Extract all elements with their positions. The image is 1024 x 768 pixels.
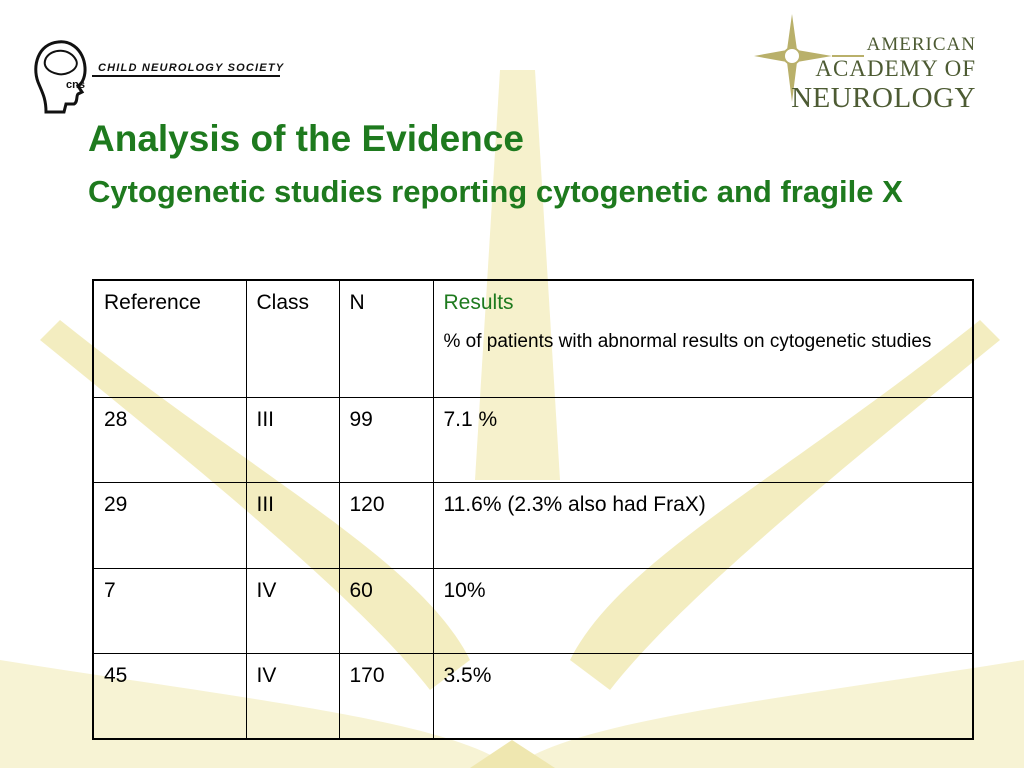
table-row: [93, 654, 973, 740]
slide-title: Analysis of the Evidence: [88, 118, 524, 159]
aan-logo-line1: AMERICAN: [866, 34, 976, 55]
cell-result: 10%: [433, 568, 973, 654]
header-results: [433, 280, 973, 397]
cell-class: III: [246, 397, 339, 483]
cns-logo-text: CHILD NEUROLOGY SOCIETY: [98, 62, 285, 74]
aan-logo-line3: NEUROLOGY: [791, 82, 976, 114]
cell-reference: 45: [93, 654, 246, 740]
aan-logo: [754, 12, 1004, 114]
table-row: [93, 568, 973, 654]
cell-n: 120: [339, 483, 433, 569]
cns-logo-abbr: cns: [66, 79, 85, 91]
slide-subtitle: Cytogenetic studies reporting cytogenetic and fragile X: [88, 174, 903, 209]
header-results-subtitle: % of patients with abnormal results on cytogenetic studies: [443, 331, 932, 352]
evidence-table: [92, 279, 974, 740]
table-row: [93, 397, 973, 483]
cell-n: 99: [339, 397, 433, 483]
table-row: [93, 483, 973, 569]
cns-logo-underline: [92, 75, 280, 77]
cell-reference: 7: [93, 568, 246, 654]
cell-class: IV: [246, 568, 339, 654]
aan-logo-line2: ACADEMY OF: [815, 56, 976, 81]
cell-n: 60: [339, 568, 433, 654]
cell-result: 3.5%: [433, 654, 973, 740]
cell-n: 170: [339, 654, 433, 740]
table-header-row: [93, 280, 973, 397]
cell-class: III: [246, 483, 339, 569]
cell-reference: 28: [93, 397, 246, 483]
header-class: Class: [246, 280, 339, 397]
cell-reference: 29: [93, 483, 246, 569]
header-reference: Reference: [93, 280, 246, 397]
header-n: N: [339, 280, 433, 397]
cell-class: IV: [246, 654, 339, 740]
header-results-label: Results: [443, 291, 514, 314]
cell-result: 11.6% (2.3% also had FraX): [433, 483, 973, 569]
cell-result: 7.1 %: [433, 397, 973, 483]
